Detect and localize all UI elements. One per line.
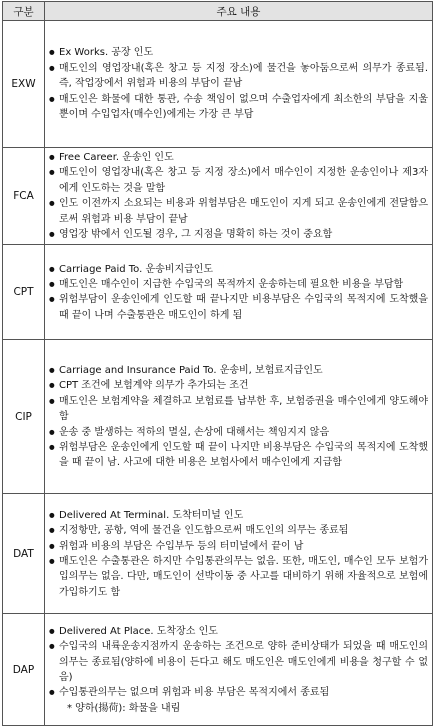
content-dap xyxy=(45,614,433,726)
list-item: ● 위험부담이 운송인에게 인도할 때 끝나지만 비용부담은 수입국의 목적지에 도착했을 때 끝이 나며 수출통관은 매도인이 하게 됨 xyxy=(49,292,428,323)
term-dap: DAP xyxy=(3,614,45,726)
list-item: ● Carriage Paid To. 운송비지급인도 xyxy=(49,262,428,277)
header-category: 구분 xyxy=(3,2,45,21)
list-item: ● Carriage and Insurance Paid To. 운송비, 보험료지급인도 xyxy=(49,363,428,378)
content-cpt xyxy=(45,245,433,340)
term-dat: DAT xyxy=(3,494,45,614)
list-item: ● 매도인은 수출통관은 하지만 수입통관의무는 없음. 또한, 매도인, 매수인 모두 보험가입의무는 없음. 다만, 매도인이 선박이동 중 사고를 대비하기 위해 자율적으로 보험에 가입하기도 함 xyxy=(49,554,428,600)
table-row-dap xyxy=(3,614,433,726)
list-item: ● 매도인은 화물에 대한 통관, 수송 책임이 없으며 수출업자에게 최소한의 부담을 지울 뿐이며 수입업자(매수인)에게는 가장 큰 부담 xyxy=(49,92,428,123)
incoterms-table-container xyxy=(2,1,432,726)
list-item: ● CPT 조건에 보험계약 의무가 추가되는 조건 xyxy=(49,378,428,393)
list-item: ● 위험부담은 운송인에게 인도할 때 끝이 나지만 비용부담은 수입국의 목적지에 도착했을 때 끝이 남. 사고에 대한 비용은 보험사에서 매수인에게 지급함 xyxy=(49,440,428,471)
term-exw: EXW xyxy=(3,21,45,148)
term-fca: FCA xyxy=(3,148,45,245)
list-item: ● 매도인의 영업장내(혹은 창고 등 지정 장소)에 물건을 놓아둠으로써 의무가 종료됨. 즉, 작업장에서 위험과 비용의 부담이 끝남 xyxy=(49,61,428,92)
content-fca xyxy=(45,148,433,245)
list-item: ● 지정항만, 공항, 역에 물건을 인도함으로써 매도인의 의무는 종료됨 xyxy=(49,523,428,538)
list-item: ● 수입국의 내륙운송지점까지 운송하는 조건으로 양하 준비상태가 되었을 때 매도인의 의무는 종료됨(양하에 비용이 든다고 해도 매도인은 매도인에게 비용을 청구할 수 없음) xyxy=(49,639,428,685)
list-item: ● 위험과 비용의 부담은 수입부두 등의 터미널에서 끝이 남 xyxy=(49,539,428,554)
list-item: ● 수입통관의무는 없으며 위험과 비용 부담은 목적지에서 종료됨 xyxy=(49,685,428,700)
list-item: ● 운송 중 발생하는 적하의 멸실, 손상에 대해서는 책임지지 않음 xyxy=(49,425,428,440)
list-item: ● 매도인은 매수인이 지급한 수입국의 목적까지 운송하는데 필요한 비용을 부담함 xyxy=(49,277,428,292)
list-item: ● Delivered At Terminal. 도착터미널 인도 xyxy=(49,508,428,523)
footnote: * 양하(揚荷): 화물을 내림 xyxy=(67,702,181,714)
header-row xyxy=(3,2,433,21)
incoterms-table xyxy=(2,1,433,726)
list-item: ● Ex Works. 공장 인도 xyxy=(49,45,428,60)
table-row-exw xyxy=(3,21,433,148)
table-row-dat xyxy=(3,494,433,614)
table-row-cpt xyxy=(3,245,433,340)
term-cip: CIP xyxy=(3,340,45,494)
list-item: ● 인도 이전까지 소요되는 비용과 위험부담은 매도인이 지게 되고 운송인에게 전달함으로써 위험과 비용 부담이 끝남 xyxy=(49,196,428,227)
list-item: ● 매도인은 보험계약을 체결하고 보험료를 납부한 후, 보험증권을 매수인에게 양도해야 함 xyxy=(49,394,428,425)
list-item: ● 매도인이 영업장내(혹은 창고 등 지정 장소)에서 매수인이 지정한 운송인이나 제3자에게 인도하는 것을 말함 xyxy=(49,165,428,196)
content-cip xyxy=(45,340,433,494)
content-dat xyxy=(45,494,433,614)
header-main-content: 주요 내용 xyxy=(45,2,433,21)
content-exw xyxy=(45,21,433,148)
term-cpt: CPT xyxy=(3,245,45,340)
list-item: ● Free Career. 운송인 인도 xyxy=(49,150,428,165)
list-item: ● 영업장 밖에서 인도될 경우, 그 지점을 명확히 하는 것이 중요함 xyxy=(49,227,428,242)
table-row-fca xyxy=(3,148,433,245)
table-row-cip xyxy=(3,340,433,494)
list-item: ● Delivered At Place. 도착장소 인도 xyxy=(49,624,428,639)
